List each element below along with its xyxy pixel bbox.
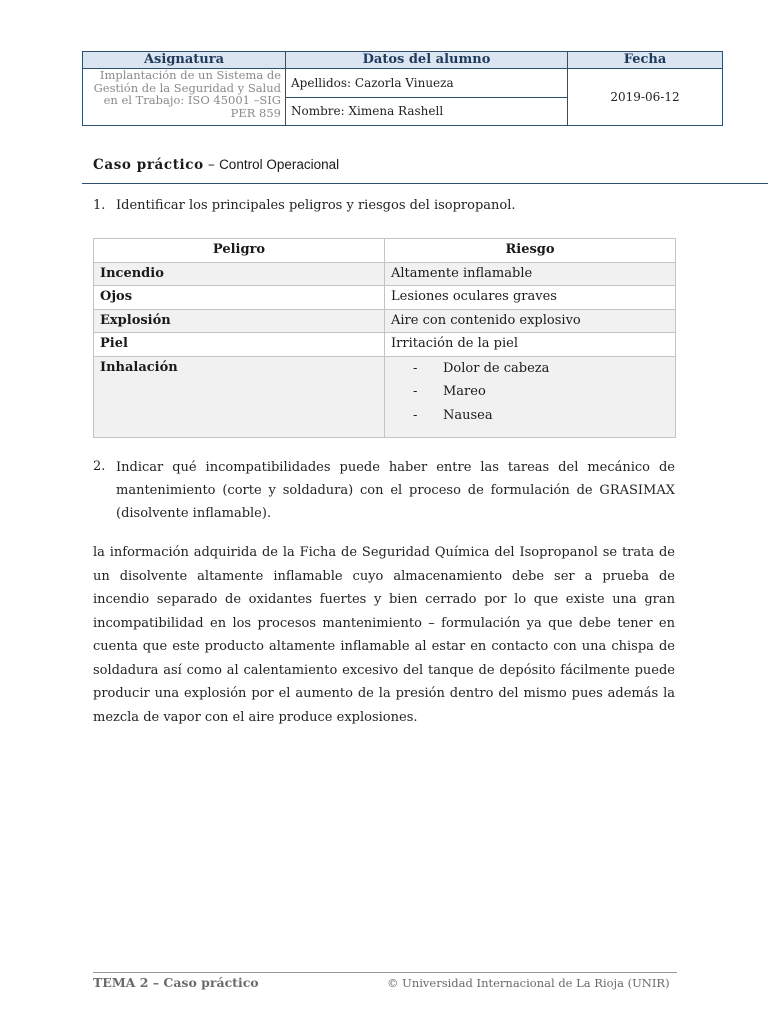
hazard-table [93, 238, 676, 438]
heading-rule [82, 183, 768, 184]
question-1 [93, 195, 675, 217]
table-row [94, 356, 676, 438]
hazard-cell: Incendio [94, 262, 385, 286]
risk-col-header: Riesgo [385, 239, 676, 263]
inhalation-risk-list [391, 357, 669, 438]
hazard-cell: Explosión [94, 309, 385, 333]
hazard-cell: Inhalación [94, 356, 385, 438]
footer-copyright: © Universidad Internacional de La Rioja (UNIR) [387, 976, 670, 990]
list-item: - Dolor de cabeza [413, 357, 669, 381]
risk-cell: Altamente inflamable [385, 262, 676, 286]
question-1-text: Identificar los principales peligros y riesgos del isopropanol. [116, 198, 516, 213]
list-item: - Nausea [413, 404, 669, 428]
hazard-cell: Ojos [94, 286, 385, 310]
risk-cell: Lesiones oculares graves [385, 286, 676, 310]
risk-cell: Aire con contenido explosivo [385, 309, 676, 333]
col-subject-header: Asignatura [83, 52, 286, 69]
question-2 [93, 456, 675, 525]
question-1-number: 1. [93, 198, 106, 213]
col-date-header: Fecha [568, 52, 723, 69]
surname-cell: Apellidos: Cazorla Vinueza [286, 69, 568, 98]
table-row [94, 333, 676, 357]
table-row [94, 262, 676, 286]
date-cell: 2019-06-12 [568, 69, 723, 126]
subject-cell [83, 69, 286, 126]
header-table [82, 51, 723, 126]
footer-topic: TEMA 2 – Caso práctico [93, 975, 259, 990]
answer-paragraph: la información adquirida de la Ficha de Seguridad Química del Isopropanol se trata de un disolvente altamente inflamable cuyo almacenamiento debe ser a prueba de incendio separado de oxidantes fuertes y bien cerrado por lo que existe una gran incompatibilidad en los procesos mantenimiento – formulación ya que debe tener en cuenta que este producto altamente inflamable al estar en contacto con una chispa de soldadura así como al calentamiento excesivo del tanque de depósito fácilmente puede producir una explosión por el aumento de la presión dentro del mismo pues además la mezcla de vapor con el aire produce explosiones. [93, 545, 675, 725]
hazard-col-header: Peligro [94, 239, 385, 263]
table-row [94, 286, 676, 310]
case-heading [93, 157, 339, 173]
case-dash: – [203, 157, 220, 173]
table-row [94, 309, 676, 333]
col-student-header: Datos del alumno [286, 52, 568, 69]
name-cell: Nombre: Ximena Rashell [286, 97, 568, 126]
risk-cell: Irritación de la piel [385, 333, 676, 357]
footer-rule [93, 972, 677, 973]
question-2-number: 2. [93, 459, 106, 474]
question-2-text: Indicar qué incompatibilidades puede haber entre las tareas del mecánico de mantenimiento (corte y soldadura) con el proceso de formulación de GRASIMAX (disolvente inflamable). [116, 460, 675, 521]
subject-text: Implantación de un Sistema de Gestión de la Seguridad y Salud en el Trabajo: ISO 45001 –SIG PER 859 [93, 69, 281, 120]
hazard-cell: Piel [94, 333, 385, 357]
case-title: Control Operacional [219, 157, 340, 172]
case-label: Caso práctico [93, 157, 204, 173]
risk-cell [385, 356, 676, 438]
list-item: - Mareo [413, 380, 669, 404]
